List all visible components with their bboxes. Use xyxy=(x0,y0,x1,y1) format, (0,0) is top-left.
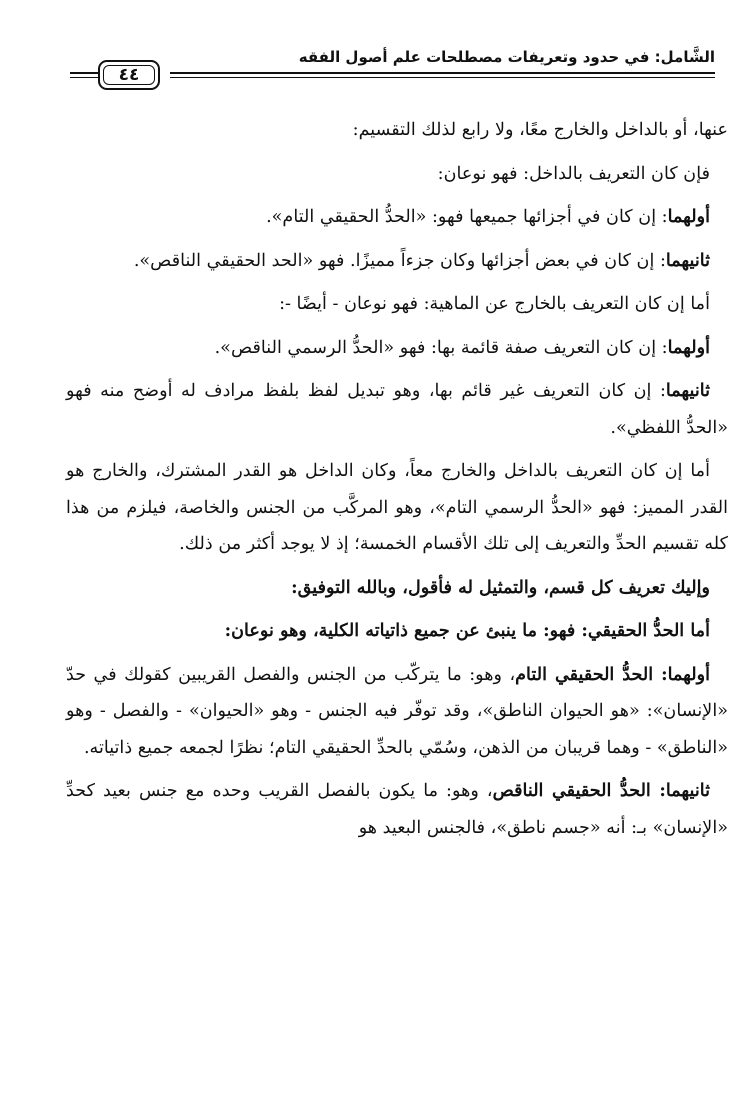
paragraph xyxy=(66,199,728,236)
paragraph-text: : إن كان التعريف غير قائم بها، وهو تبديل لفظ بلفظ مرادف له أوضح منه فهو «الحدُّ اللفظي». xyxy=(66,381,728,438)
paragraph xyxy=(66,330,728,367)
paragraph xyxy=(66,773,728,846)
paragraph xyxy=(66,156,728,193)
header-title: الشَّامل: في حدود وتعريفات مصطلحات علم أصول الفقه xyxy=(298,48,715,66)
paragraph xyxy=(66,243,728,280)
paragraph xyxy=(66,570,728,607)
paragraph-bold: أولهما: الحدُّ الحقيقي التام xyxy=(515,663,710,685)
body-text xyxy=(66,112,728,853)
page-number-frame xyxy=(98,60,160,90)
page-number: ٤٤ xyxy=(118,65,140,85)
paragraph-text: فإن كان التعريف بالداخل: فهو نوعان: xyxy=(437,163,710,184)
header-rule xyxy=(170,72,715,74)
paragraph-text: ، وهو: ما يكون بالفصل القريب وحده مع جنس بعيد كحدِّ «الإنسان» بـ: أنه «جسم ناطق»، فالجنس البعيد هو xyxy=(66,781,728,838)
paragraph-text: : إن كان في أجزائها جميعها فهو: «الحدُّ الحقيقي التام». xyxy=(266,207,668,227)
paragraph xyxy=(66,286,728,323)
paragraph-bold: ثانيهما: الحدُّ الحقيقي الناقص xyxy=(492,780,710,801)
paragraph-text: أما إن كان التعريف بالخارج عن الماهية: فهو نوعان - أيضًا -: xyxy=(279,294,710,314)
paragraph xyxy=(66,112,728,149)
paragraph xyxy=(66,453,728,563)
paragraph-text: أما إن كان التعريف بالداخل والخارج معاً، وكان الداخل هو القدر المشترك، والخارج هو القدر المميز: فهو «الحدُّ الرسمي التام»، وهو المركَّب من الجنس والخاصة، فيلزم من هذا كله تقسيم الحدِّ والتعريف إلى تلك الأقسام الخمسة؛ إذ لا يوجد أكثر من ذلك. xyxy=(66,461,728,554)
paragraph-bold: ثانيهما xyxy=(665,380,710,401)
paragraph-bold: وإليك تعريف كل قسم، والتمثيل له فأقول، وبالله التوفيق: xyxy=(291,576,710,598)
paragraph xyxy=(66,613,728,650)
paragraph xyxy=(66,373,728,446)
paragraph-text: : إن كان في بعض أجزائها وكان جزءاً مميزًا. فهو «الحد الحقيقي الناقص». xyxy=(133,250,666,271)
paragraph-text: : إن كان التعريف صفة قائمة بها: فهو «الحدُّ الرسمي الناقص». xyxy=(214,337,668,358)
paragraph-bold: أولهما xyxy=(667,336,710,358)
paragraph-text: ، وهو: ما يتركّب من الجنس والفصل القريبين كقولك في حدّ «الإنسان»: «هو الحيوان الناطق»، وقد توفّر فيه الجنس - وهو «الحيوان» - والفصل - وهو «الناطق» - وهما قريبان من الذهن، وسُمّي بالحدِّ الحقيقي التام؛ نظرًا لجمعه جميع ذاتياته. xyxy=(66,664,728,758)
header-rule-left xyxy=(70,72,98,74)
header-rule-left-thin xyxy=(70,77,98,78)
header-rule-thin xyxy=(170,77,715,78)
paragraph xyxy=(66,657,728,767)
paragraph-bold: أما الحدُّ الحقيقي: فهو: ما ينبئ عن جميع ذاتياته الكلية، وهو نوعان: xyxy=(224,620,710,641)
paragraph-bold: أولهما xyxy=(667,206,710,227)
paragraph-text: عنها، أو بالداخل والخارج معًا، ولا رابع لذلك التقسيم: xyxy=(352,120,728,140)
running-header xyxy=(70,44,715,94)
paragraph-bold: ثانيهما xyxy=(665,249,710,271)
